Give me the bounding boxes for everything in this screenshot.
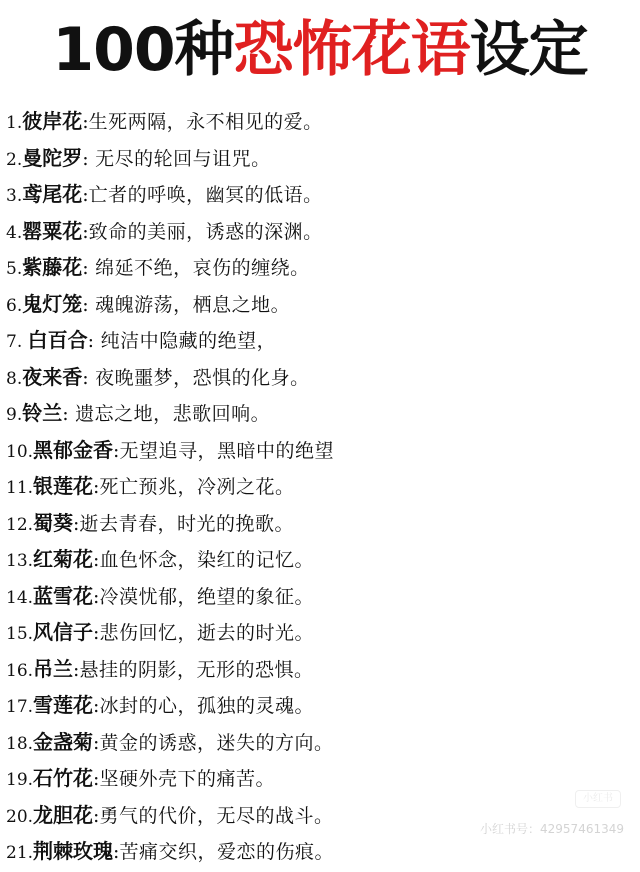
flower-meaning: 苦痛交织，爱恋的伤痕。 (119, 841, 334, 863)
item-separator: : (82, 111, 89, 133)
flower-name: 银莲花 (33, 474, 94, 498)
item-separator: : (62, 403, 69, 425)
flower-meaning: 致命的美丽，诱惑的深渊。 (88, 220, 323, 243)
watermark-text: 小红书号：42957461349 (480, 822, 624, 836)
list-item (6, 541, 636, 578)
flower-name: 夜来香 (22, 364, 83, 389)
item-separator: : (93, 549, 100, 571)
flower-name: 鸢尾花 (22, 182, 83, 206)
flower-name: 白百合 (27, 328, 88, 352)
flower-name: 雪莲花 (33, 693, 94, 717)
flower-meaning: 魂魄游荡，栖息之地。 (88, 293, 291, 316)
flower-name: 红菊花 (33, 547, 94, 571)
item-separator: : (113, 439, 120, 462)
list-item (6, 505, 636, 542)
item-number: 5. (6, 259, 23, 279)
list-item (6, 760, 636, 797)
item-number: 20. (6, 806, 34, 827)
flower-meaning: 亡者的呼唤，幽冥的低语。 (88, 184, 323, 206)
flower-meaning: 黄金的诱惑，迷失的方向。 (99, 731, 334, 754)
item-separator: : (82, 366, 89, 389)
flower-meaning: 逝去青春，时光的挽歌。 (79, 512, 294, 535)
item-separator: : (93, 695, 100, 717)
title-part-number: 100种 (52, 15, 234, 85)
item-separator: : (82, 257, 89, 279)
list-item (6, 322, 636, 359)
flower-name: 黑郁金香 (33, 437, 114, 462)
flower-meaning: 勇气的代价，无尽的战斗。 (99, 804, 334, 827)
item-number: 6. (6, 295, 23, 316)
flower-meaning: 死亡预兆，冷冽之花。 (99, 476, 295, 498)
flower-name: 鬼灯笼 (22, 291, 83, 316)
flower-name: 罂粟花 (22, 218, 83, 243)
item-number: 9. (6, 405, 23, 425)
list-item (6, 213, 636, 250)
flower-meaning: 无尽的轮回与诅咒。 (88, 147, 271, 170)
flower-name: 铃兰 (22, 401, 63, 425)
item-separator: : (73, 658, 80, 681)
item-number: 7. (6, 332, 28, 352)
list-item (6, 578, 636, 615)
item-number: 2. (6, 149, 23, 170)
item-separator: : (73, 512, 80, 535)
flower-name: 吊兰 (33, 656, 74, 681)
list-item (6, 176, 636, 213)
flower-meaning: 血色怀念，染红的记忆。 (99, 549, 314, 571)
item-separator: : (93, 768, 100, 790)
page-title (0, 10, 640, 90)
list-item (6, 249, 636, 286)
item-number: 21. (6, 843, 34, 863)
flower-meaning: 生死两隔，永不相见的爱。 (88, 111, 323, 133)
flower-name: 紫藤花 (22, 255, 83, 279)
flower-meaning: 纯洁中隐藏的绝望， (94, 330, 277, 352)
flower-name: 蓝雪花 (33, 583, 94, 608)
flower-meaning: 遗忘之地，悲歌回响。 (68, 403, 271, 425)
item-number: 17. (6, 697, 34, 717)
flower-name: 金盏菊 (33, 729, 94, 754)
item-number: 4. (6, 222, 23, 243)
list-item (6, 286, 636, 323)
flower-meaning: 夜晚噩梦，恐惧的化身。 (88, 366, 310, 389)
list-item (6, 140, 636, 177)
flower-meaning: 坚硬外壳下的痛苦。 (99, 768, 275, 790)
flower-name: 风信子 (33, 620, 94, 644)
flower-name: 曼陀罗 (22, 145, 83, 170)
watermark-logo: 小红书 (575, 790, 621, 808)
flower-meaning: 无望追寻，黑暗中的绝望 (119, 439, 334, 462)
list-item (6, 359, 636, 396)
flower-meaning: 冰封的心，孤独的灵魂。 (99, 695, 314, 717)
flower-name: 荆棘玫瑰 (33, 839, 114, 863)
title-part-highlight: 恐怖花语 (233, 15, 470, 85)
item-number: 14. (6, 587, 34, 608)
item-separator: : (93, 476, 100, 498)
item-number: 8. (6, 368, 23, 389)
item-separator: : (93, 804, 100, 827)
item-number: 15. (6, 624, 34, 644)
list-item (6, 395, 636, 432)
flower-name: 石竹花 (33, 766, 94, 790)
flower-language-list (6, 103, 636, 870)
item-separator: : (113, 841, 120, 863)
list-item (6, 468, 636, 505)
item-separator: : (93, 731, 100, 754)
item-number: 18. (6, 733, 34, 754)
item-separator: : (93, 622, 100, 644)
item-number: 11. (6, 478, 34, 498)
item-separator: : (87, 330, 95, 352)
item-number: 12. (6, 514, 34, 535)
item-number: 10. (6, 441, 34, 462)
list-item (6, 651, 636, 688)
item-separator: : (82, 184, 89, 206)
list-item (6, 103, 636, 140)
item-number: 16. (6, 660, 34, 681)
list-item (6, 687, 636, 724)
title-part-suffix: 设定 (469, 15, 588, 85)
item-number: 3. (6, 186, 23, 206)
flower-meaning: 绵延不绝，哀伤的缠绕。 (88, 257, 310, 279)
list-item (6, 724, 636, 761)
item-separator: : (93, 585, 100, 608)
item-separator: : (82, 220, 89, 243)
item-number: 1. (6, 113, 23, 133)
flower-name: 彼岸花 (22, 109, 83, 133)
item-number: 13. (6, 551, 34, 571)
item-number: 19. (6, 770, 34, 790)
flower-meaning: 悲伤回忆，逝去的时光。 (99, 622, 314, 644)
list-item (6, 614, 636, 651)
list-item (6, 833, 636, 870)
flower-name: 蜀葵 (33, 510, 74, 535)
flower-meaning: 冷漠忧郁，绝望的象征。 (99, 585, 314, 608)
list-item (6, 432, 636, 469)
flower-meaning: 悬挂的阴影，无形的恐惧。 (79, 658, 314, 681)
item-separator: : (82, 293, 89, 316)
flower-name: 龙胆花 (33, 802, 94, 827)
item-separator: : (82, 147, 89, 170)
